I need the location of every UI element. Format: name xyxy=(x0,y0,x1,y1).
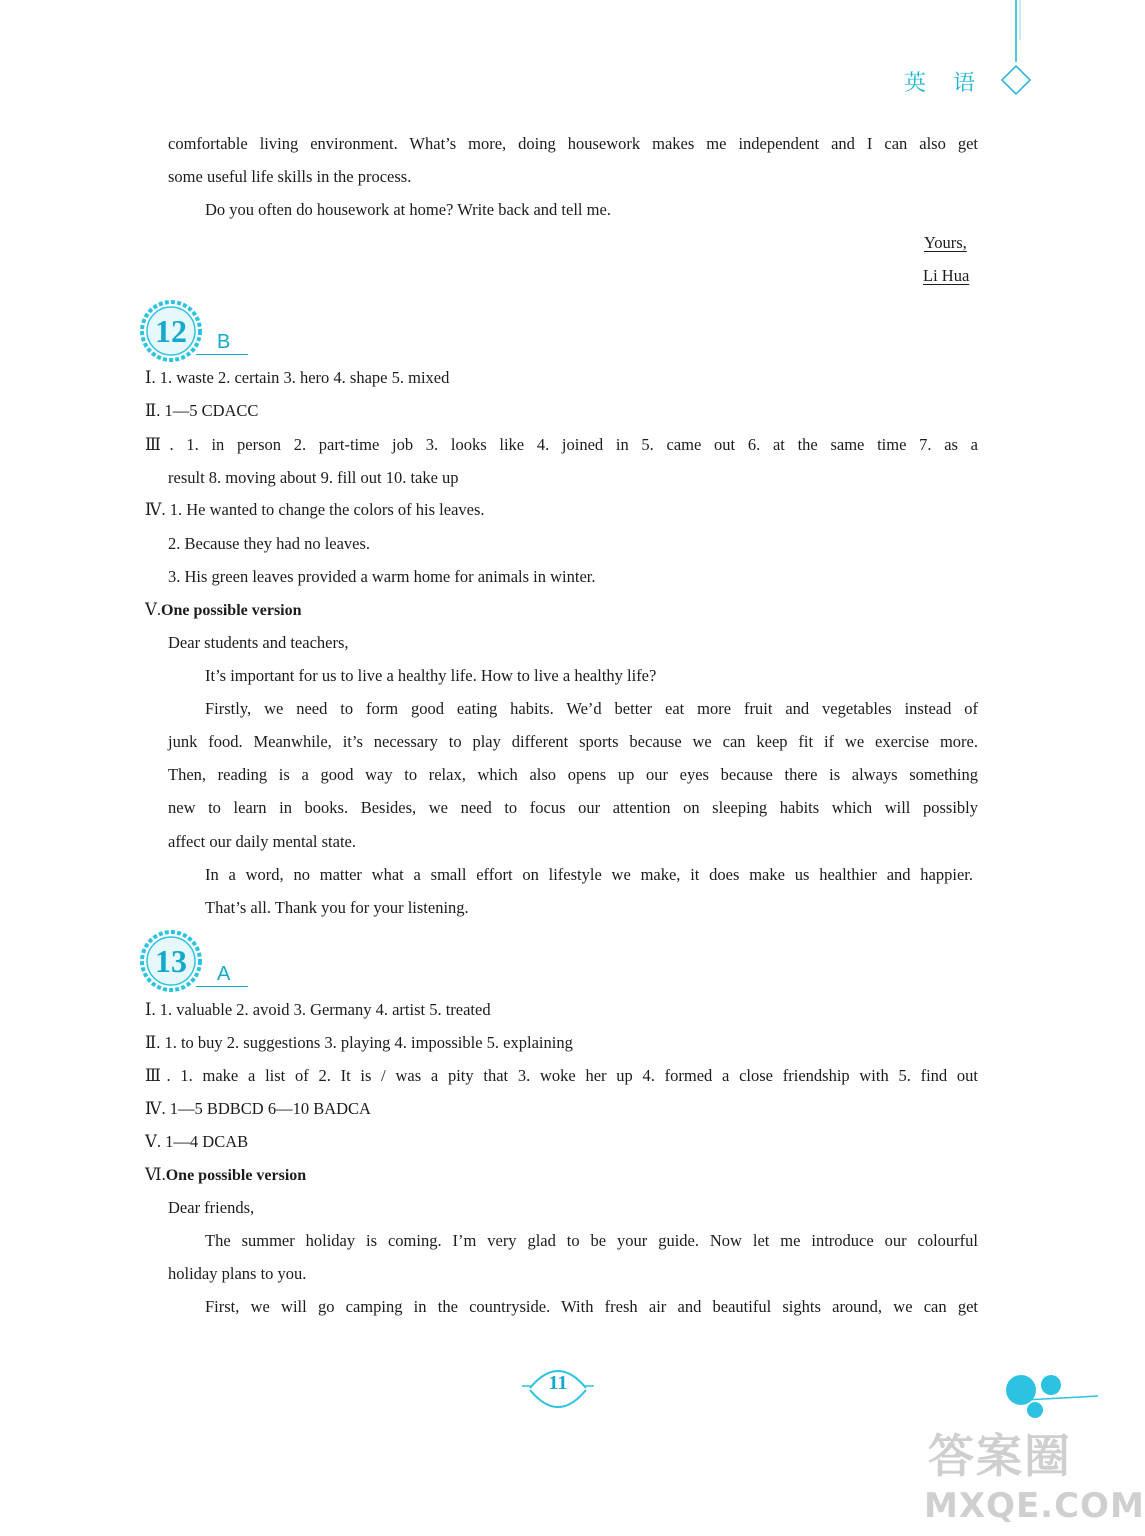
answer-line: result 8. moving about 9. fill out 10. take up xyxy=(168,468,459,487)
section-heading xyxy=(145,1165,306,1186)
answer-line: Ⅳ. 1—5 BDBCD 6—10 BADCA xyxy=(145,1099,371,1118)
subject-label: 英 语 xyxy=(904,71,985,96)
watermark-text: 答案圈 xyxy=(928,1429,1072,1483)
answer-line: Ⅰ. 1. waste 2. certain 3. hero 4. shape 5. mixed xyxy=(145,368,450,387)
section-number: Ⅴ. xyxy=(145,600,162,619)
essay-line: Firstly, we need to form good eating habits. We’d better eat more fruit and vegetables instead of xyxy=(205,699,978,718)
section-label: One possible version xyxy=(161,602,302,619)
essay-line: new to learn in books. Besides, we need to focus our attention on sleeping habits which will possibly xyxy=(168,798,978,817)
section-label: One possible version xyxy=(165,1167,307,1184)
essay-line: First, we will go camping in the countryside. With fresh air and beautiful sights around, we can get xyxy=(205,1297,978,1316)
answer-line: Ⅲ. 1. in person 2. part-time job 3. looks like 4. joined in 5. came out 6. at the same time 7. as a xyxy=(145,435,978,454)
essay-line: It’s important for us to live a healthy life. How to live a healthy life? xyxy=(205,666,657,685)
essay-greeting: Dear friends, xyxy=(168,1198,255,1217)
answer-line: Ⅴ. 1—4 DCAB xyxy=(145,1132,249,1151)
level-underline xyxy=(196,986,248,987)
essay-line: The summer holiday is coming. I’m very glad to be your guide. Now let me introduce our colourful xyxy=(205,1231,978,1250)
unit-number: 12 xyxy=(155,313,187,349)
letter-signature: Li Hua xyxy=(923,266,970,285)
answer-line: Ⅲ. 1. make a list of 2. It is / was a pity that 3. woke her up 4. formed a close friendship with 5. find out xyxy=(145,1066,978,1085)
essay-line: Then, reading is a good way to relax, which also opens up our eyes because there is always something xyxy=(168,765,978,784)
essay-line: In a word, no matter what a small effort on lifestyle we make, it does make us healthier and happier. xyxy=(205,865,973,884)
letter-closing: Yours, xyxy=(924,233,967,252)
unit-badge xyxy=(138,928,204,994)
answer-line: Ⅰ. 1. valuable 2. avoid 3. Germany 4. artist 5. treated xyxy=(145,1000,491,1019)
text-line: Do you often do housework at home? Write back and tell me. xyxy=(205,200,611,219)
watermark xyxy=(920,1420,1145,1530)
essay-line: junk food. Meanwhile, it’s necessary to play different sports because we can keep fit if we exercise more. xyxy=(168,732,978,751)
unit-number: 13 xyxy=(155,943,187,979)
answer-line: 2. Because they had no leaves. xyxy=(168,534,371,553)
text-line: some useful life skills in the process. xyxy=(168,167,412,186)
watermark-url: MXQE.COM xyxy=(924,1486,1145,1526)
level-label: A xyxy=(217,963,231,985)
answer-line: Ⅱ. 1—5 CDACC xyxy=(145,401,259,420)
text-line: comfortable living environment. What’s more, doing housework makes me independent and I can also get xyxy=(168,134,978,153)
answer-line: Ⅳ. 1. He wanted to change the colors of his leaves. xyxy=(145,500,485,519)
page-number: 11 xyxy=(548,1372,568,1394)
level-underline xyxy=(196,354,248,355)
level-label: B xyxy=(217,331,231,353)
essay-greeting: Dear students and teachers, xyxy=(168,633,349,652)
essay-line: affect our daily mental state. xyxy=(168,832,356,851)
answer-line: Ⅱ. 1. to buy 2. suggestions 3. playing 4. impossible 5. explaining xyxy=(145,1033,573,1052)
essay-line: holiday plans to you. xyxy=(168,1264,307,1283)
answer-line: 3. His green leaves provided a warm home for animals in winter. xyxy=(168,567,596,586)
essay-line: That’s all. Thank you for your listening. xyxy=(205,898,469,917)
section-heading xyxy=(145,600,302,621)
section-number: Ⅵ. xyxy=(145,1165,166,1184)
unit-badge xyxy=(138,298,204,364)
